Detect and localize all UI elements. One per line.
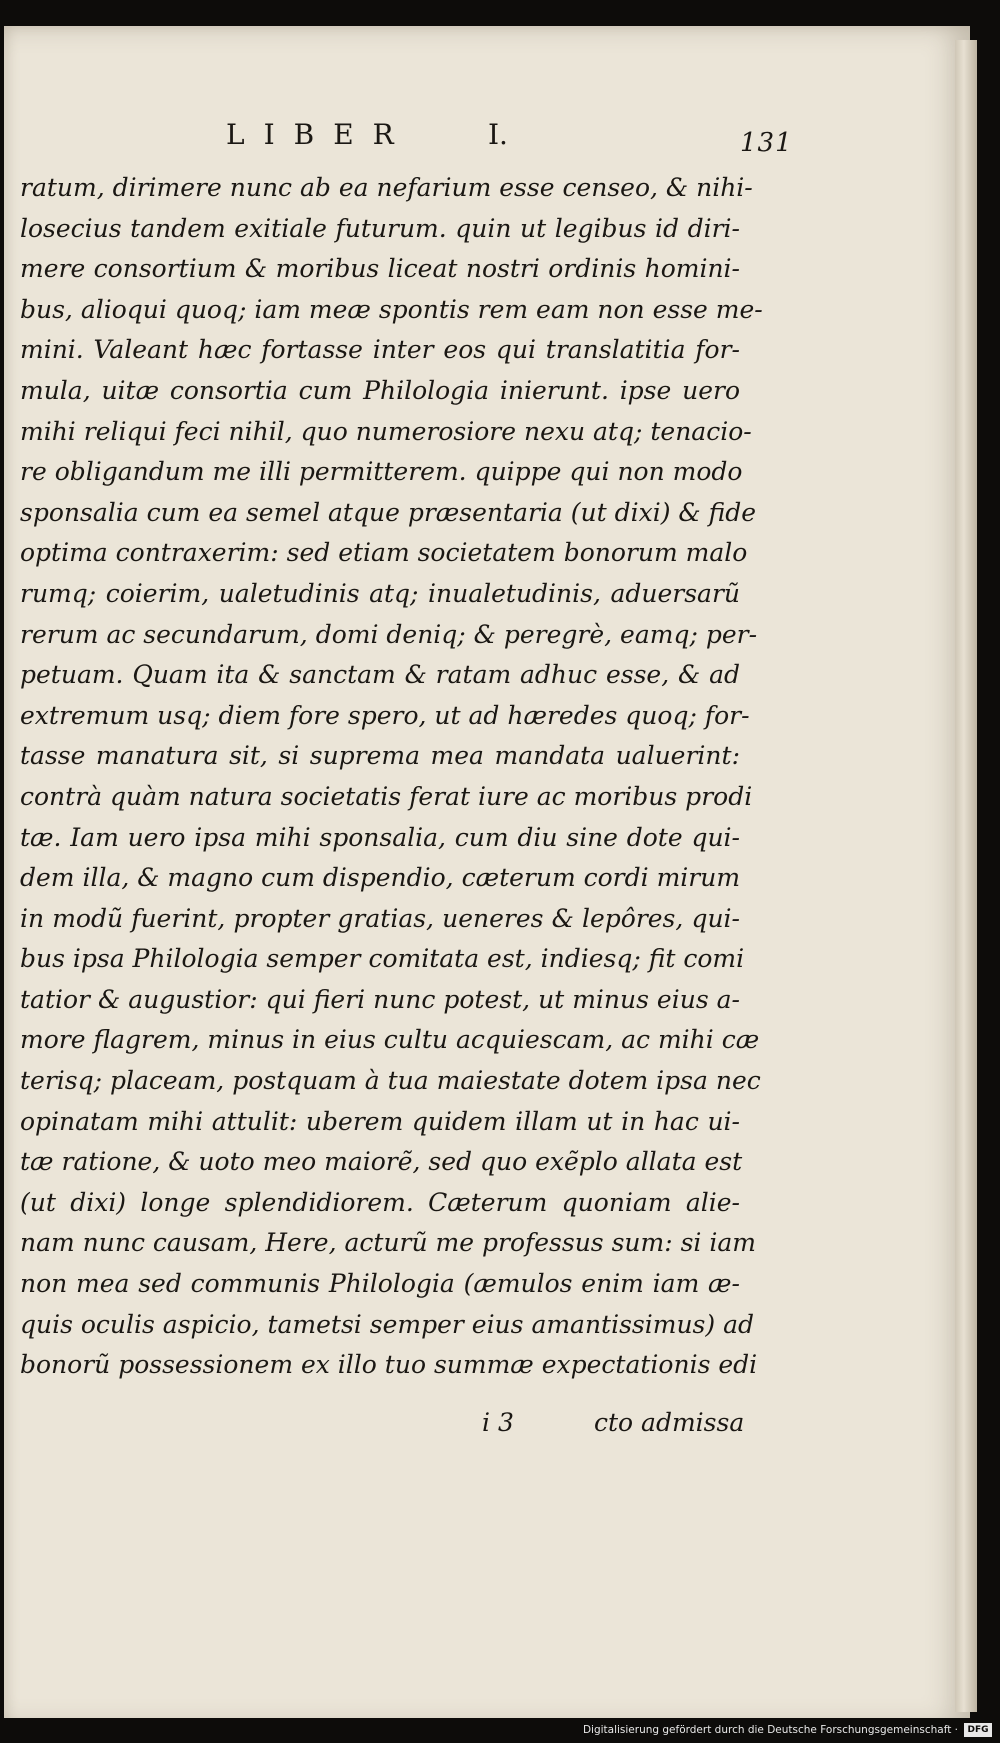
text-line: mihi reliqui feci nihil, quo numerosiore nexu atq; tenacio- (20, 416, 752, 446)
text-line: non mea sed communis Philologia (æmulos enim iam æ- (20, 1269, 740, 1299)
running-head (0, 118, 1000, 158)
text-line: sponsalia cum ea semel atque præsentaria (ut dixi) & fide (20, 497, 757, 527)
text-line: rumq; coierim, ualetudinis atq; inualetudinis, aduersarũ (20, 578, 740, 608)
catchword-line (0, 1408, 1000, 1448)
text-line: extremum usq; diem fore spero, ut ad hæredes quoq; for- (20, 700, 750, 730)
funding-credit: Digitalisierung gefördert durch die Deutsche Forschungsgemeinschaft · (582, 1724, 958, 1736)
text-line: tæ ratione, & uoto meo maiorẽ, sed quo exẽplo allata est (20, 1147, 743, 1177)
text-line: opinatam mihi attulit: uberem quidem illam ut in hac ui- (20, 1106, 740, 1136)
text-line: tasse manatura sit, si suprema mea mandata ualuerint: (20, 741, 740, 771)
body-text (20, 168, 763, 1386)
text-line: bus ipsa Philologia semper comitata est, indiesq; fit comi (20, 944, 745, 974)
text-line: mere consortium & moribus liceat nostri ordinis homini- (20, 254, 740, 284)
text-line: in modũ fuerint, propter gratias, ueneres & lepôres, qui- (20, 903, 740, 933)
text-line: bonorũ possessionem ex illo tuo summæ expectationis edi (20, 1350, 758, 1380)
text-line: petuam. Quam ita & sanctam & ratam adhuc esse, & ad (20, 660, 740, 690)
text-line: losecius tandem exitiale futurum. quin ut legibus id diri- (20, 213, 740, 243)
text-line: bus, alioqui quoq; iam meæ spontis rem eam non esse me- (20, 294, 763, 324)
text-line: contrà quàm natura societatis ferat iure ac moribus prodi (20, 781, 753, 811)
text-line: mula, uitæ consortia cum Philologia inierunt. ipse uero (20, 375, 740, 405)
text-line: nam nunc causam, Here, acturũ me professus sum: si iam (20, 1228, 756, 1258)
text-line: tatior & augustior: qui fieri nunc potest, ut minus eius a- (20, 984, 740, 1014)
text-line: mini. Valeant hæc fortasse inter eos qui translatitia for- (20, 335, 740, 365)
folio-number: 131 (740, 128, 793, 158)
text-line: more flagrem, minus in eius cultu acquiescam, ac mihi cæ (20, 1025, 760, 1055)
text-line: optima contraxerim: sed etiam societatem bonorum malo (20, 538, 748, 568)
catchword: cto admissa (594, 1408, 745, 1437)
running-head-title: LIBER (226, 118, 413, 151)
text-line: tæ. Iam uero ipsa mihi sponsalia, cum diu sine dote qui- (20, 822, 740, 852)
book-number: I. (488, 118, 508, 151)
text-line: ratum, dirimere nunc ab ea nefarium esse censeo, & nihi- (20, 173, 753, 202)
text-line: quis oculis aspicio, tametsi semper eius amantissimus) ad (20, 1309, 754, 1339)
digitization-footer (0, 1718, 1000, 1743)
text-line: terisq; placeam, postquam à tua maiestate dotem ipsa nec (20, 1066, 761, 1096)
signature-mark: i 3 (482, 1408, 514, 1437)
text-line: rerum ac secundarum, domi deniq; & peregrè, eamq; per- (20, 619, 758, 649)
dfg-logo-icon: DFG (964, 1723, 992, 1737)
text-line: dem illa, & magno cum dispendio, cæterum cordi mirum (20, 863, 741, 893)
text-line: re obligandum me illi permitterem. quippe qui non modo (20, 457, 743, 487)
text-line: (ut dixi) longe splendidiorem. Cæterum quoniam alie- (20, 1187, 740, 1217)
page-edge (955, 40, 977, 1712)
